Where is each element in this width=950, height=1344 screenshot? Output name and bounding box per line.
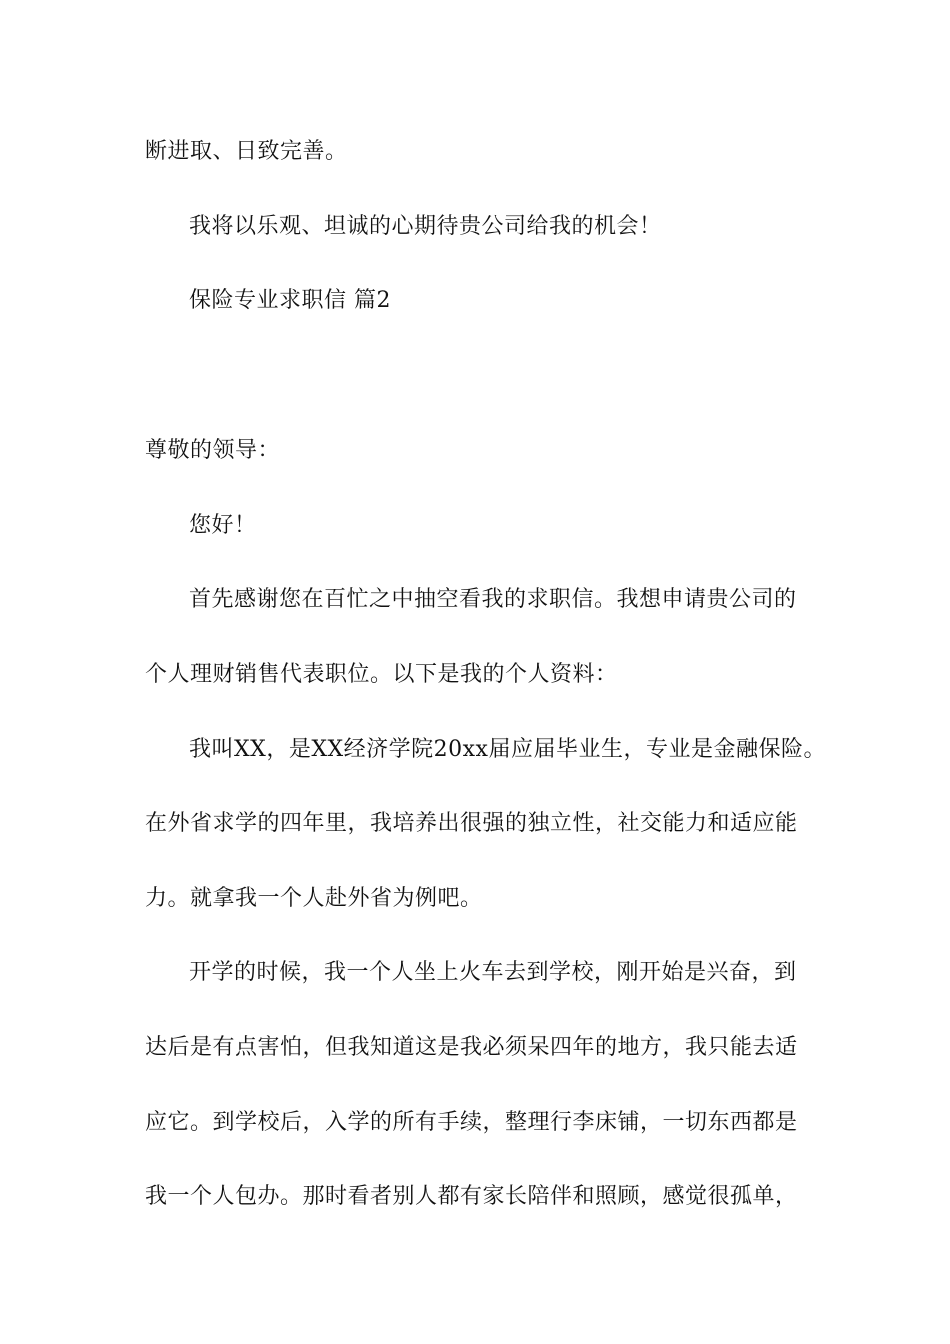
- paragraph-line: 力。就拿我一个人赴外省为例吧。: [145, 886, 483, 911]
- section-heading: 保险专业求职信 篇2: [189, 288, 391, 313]
- paragraph-line: 个人理财销售代表职位。以下是我的个人资料：: [145, 662, 618, 687]
- paragraph-line: 我将以乐观、坦诚的心期待贵公司给我的机会！: [189, 214, 662, 239]
- paragraph-line: 应它。到学校后，入学的所有手续，整理行李床铺，一切东西都是: [145, 1110, 798, 1135]
- paragraph-line: 我叫XX，是XX经济学院20xx届应届毕业生，专业是金融保险。: [189, 737, 826, 762]
- paragraph-line: 断进取、日致完善。: [145, 139, 348, 164]
- paragraph-line: 我一个人包办。那时看者别人都有家长陪伴和照顾，感觉很孤单，: [145, 1184, 798, 1209]
- paragraph-line: 开学的时候，我一个人坐上火车去到学校，刚开始是兴奋，到: [189, 960, 797, 985]
- salutation: 尊敬的领导：: [145, 438, 281, 463]
- paragraph-line: 在外省求学的四年里，我培养出很强的独立性，社交能力和适应能: [145, 811, 798, 836]
- greeting: 您好！: [189, 513, 257, 538]
- paragraph-line: 达后是有点害怕，但我知道这是我必须呆四年的地方，我只能去适: [145, 1035, 798, 1060]
- paragraph-line: 首先感谢您在百忙之中抽空看我的求职信。我想申请贵公司的: [189, 587, 797, 612]
